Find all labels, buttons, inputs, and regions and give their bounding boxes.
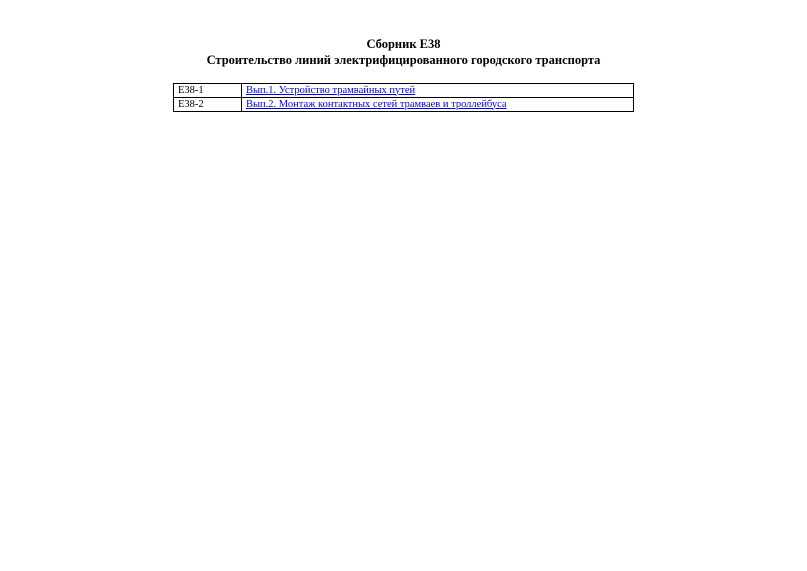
page-title: Сборник Е38 bbox=[366, 37, 441, 51]
contents-table bbox=[173, 83, 634, 112]
page-subtitle: Строительство линий электрифицированного городского транспорта bbox=[206, 53, 601, 67]
issue-link-1[interactable]: Вып.1. Устройство трамвайных путей bbox=[246, 84, 416, 96]
table-row bbox=[174, 84, 634, 98]
issue-code: Е38-1 bbox=[174, 84, 242, 98]
issue-code: Е38-2 bbox=[174, 98, 242, 112]
issue-cell bbox=[242, 98, 634, 112]
issue-link-2[interactable]: Вып.2. Монтаж контактных сетей трамваев и троллейбуса bbox=[246, 98, 507, 110]
issue-cell bbox=[242, 84, 634, 98]
table-row bbox=[174, 98, 634, 112]
